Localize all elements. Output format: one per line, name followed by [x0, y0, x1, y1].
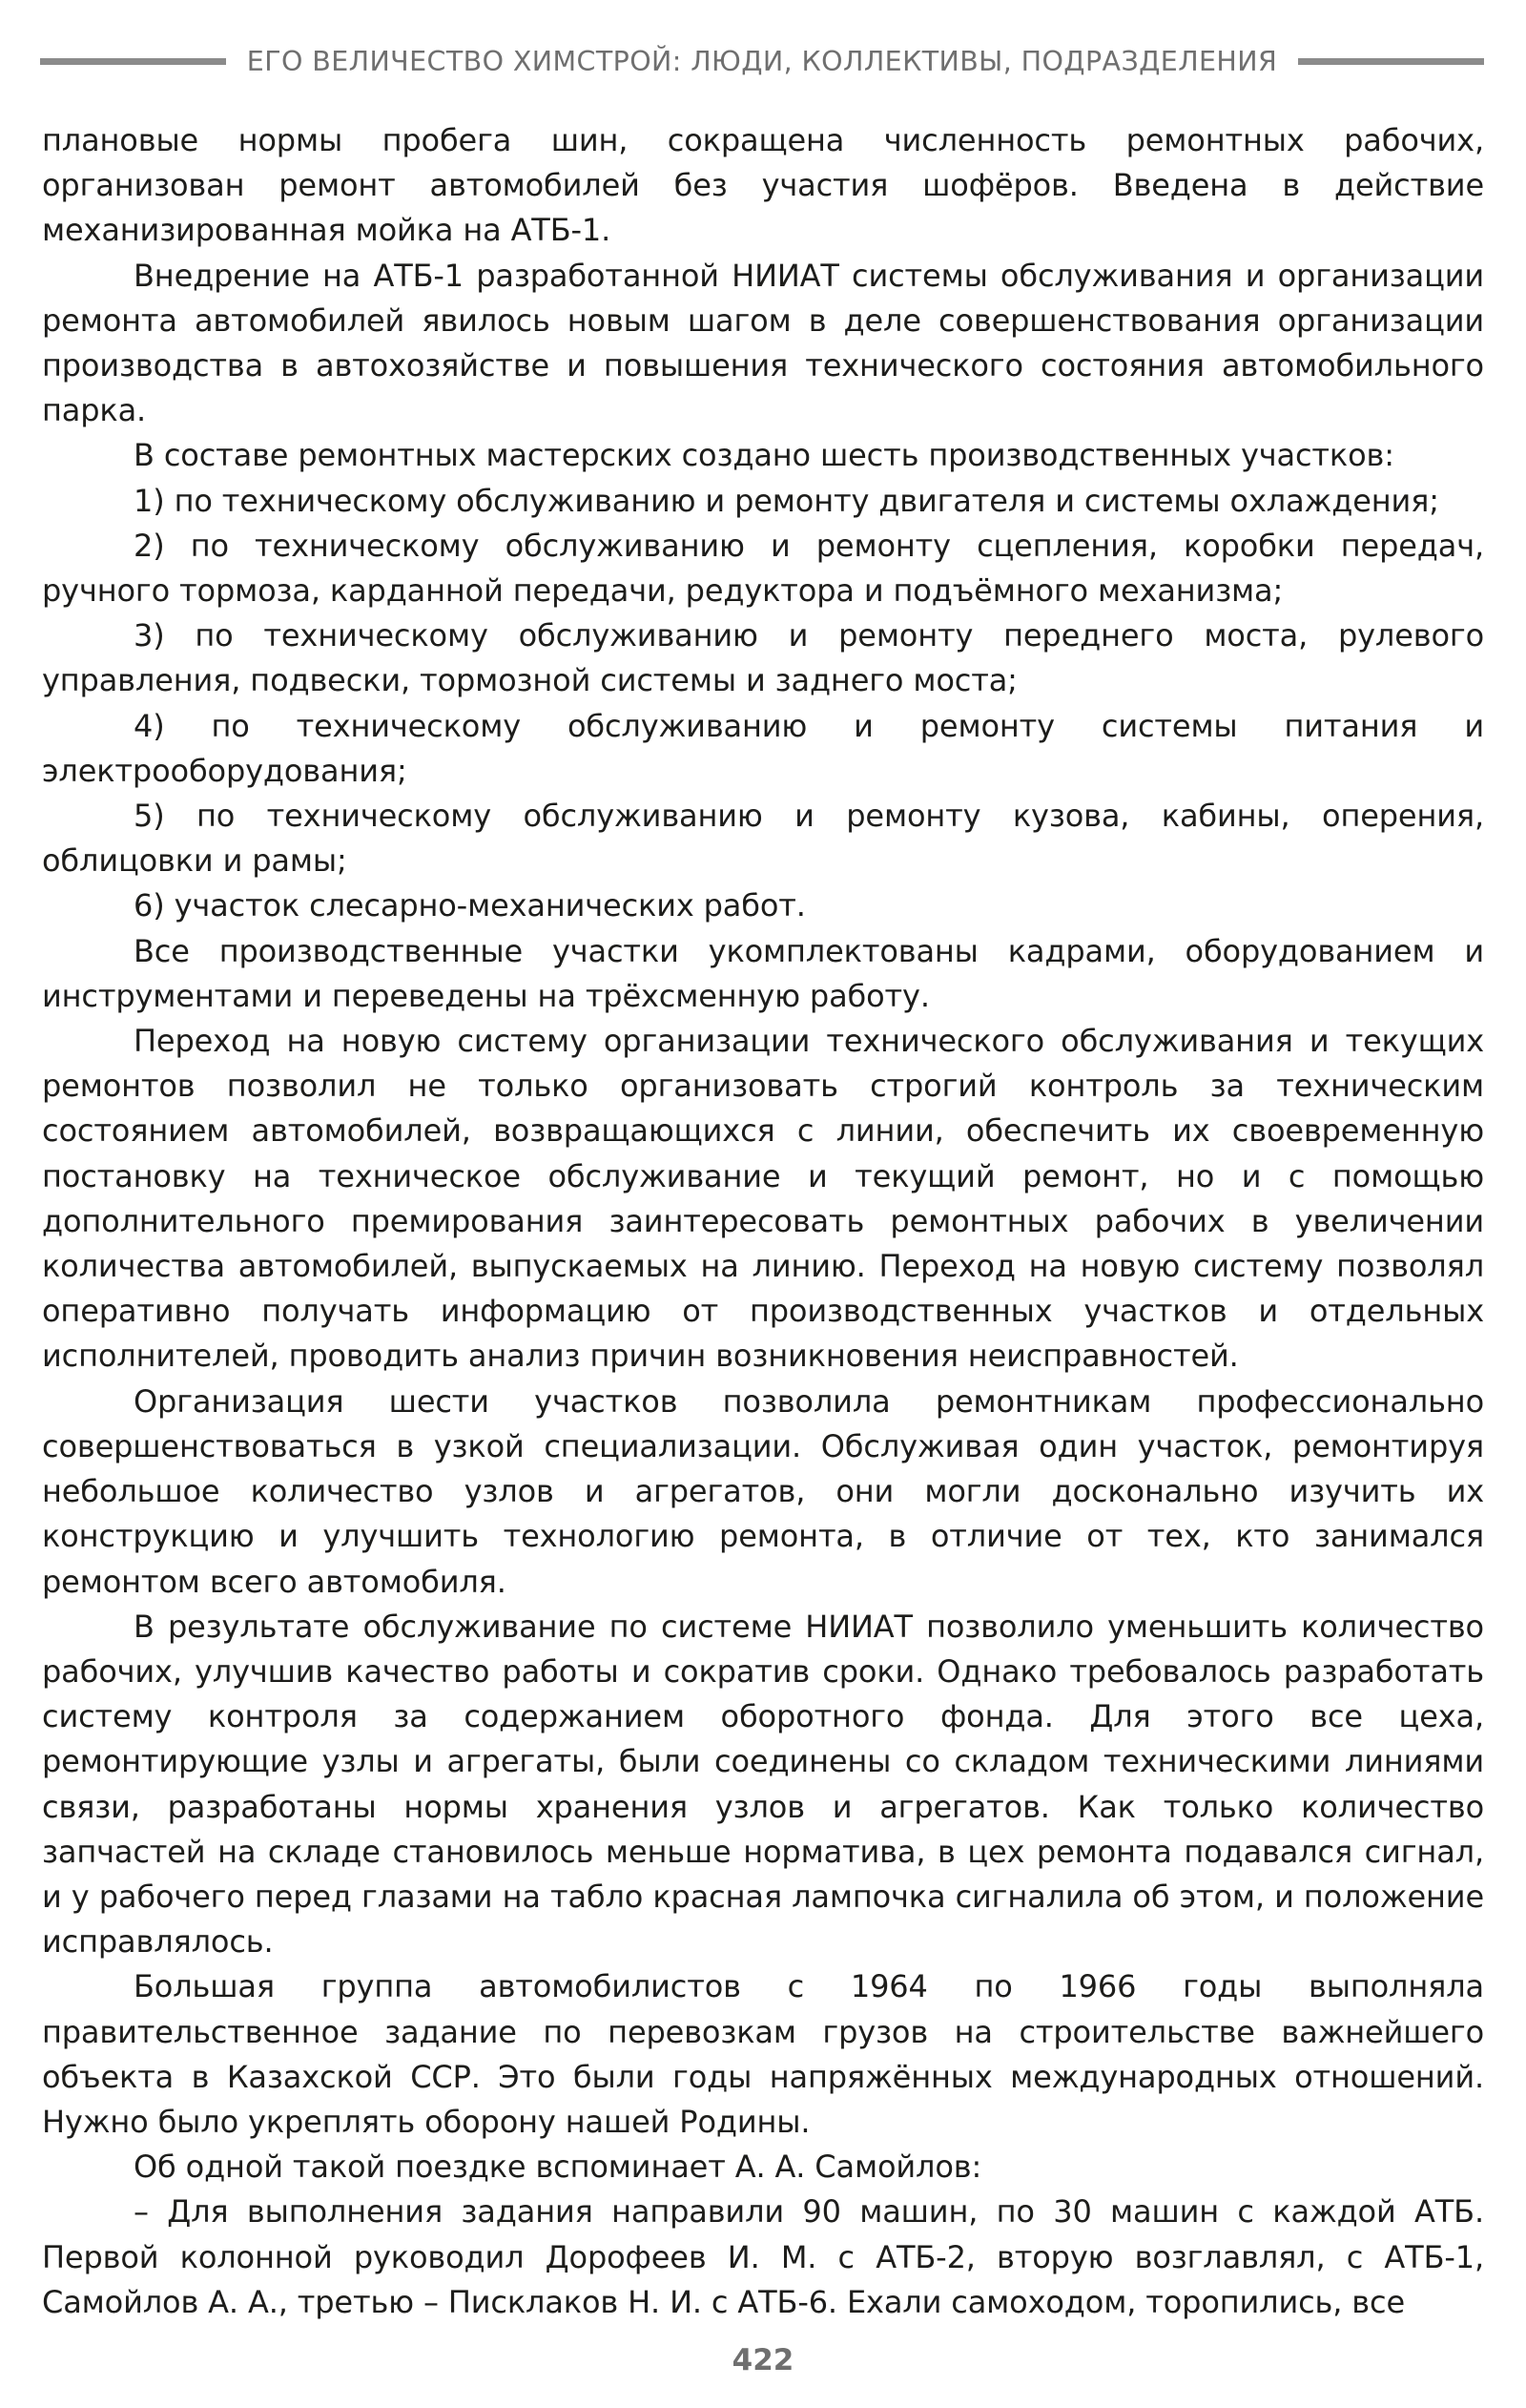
paragraph: Все производственные участки укомплектованы кадрами, оборудованием и инструментами и переведены на трёхсменную работу.	[42, 932, 1484, 1014]
paragraph: Переход на новую систему организации технического обслуживания и текущих ремонтов позволил не только организовать строгий контроль за техническим состоянием автомобилей, возвращающихся с линии, обеспечить их своевременную постановку на техническое обслуживание и текущий ремонт, но и с помощью дополнительного премирования заинтересовать ремонтных рабочих в увеличении количества автомобилей, выпускаемых на линию. Переход на новую систему позволял оперативно получать информацию от производственных участков и отдельных исполнителей, проводить анализ причин возникновения неисправностей.	[42, 1023, 1484, 1375]
page-number: 422	[732, 2343, 794, 2377]
paragraph: Организация шести участков позволила ремонтникам профессионально совершенствоваться в узкой специализации. Обслуживая один участок, ремонтируя небольшое количество узлов и агрегатов, они могли досконально изучить их конструкцию и улучшить технологию ремонта, в отличие от тех, кто занимался ремонтом всего автомобиля.	[42, 1382, 1484, 1600]
paragraph: Об одной такой поездке вспоминает А. А. Самойлов:	[134, 2149, 982, 2186]
list-item: 4) по техническому обслуживанию и ремонту системы питания и электрооборудования;	[42, 707, 1484, 789]
paragraph: Внедрение на АТБ-1 разработанной НИИАТ системы обслуживания и организации ремонта автомобилей явилось новым шагом в деле совершенствования организации производства в автохозяйстве и повышения технического состояния автомобильного парка.	[42, 257, 1484, 429]
header-rule-left	[40, 58, 226, 65]
header-rule-right	[1298, 58, 1484, 65]
list-item: 6) участок слесарно-механических работ.	[134, 887, 806, 924]
paragraph: – Для выполнения задания направили 90 машин, по 30 машин с каждой АТБ. Первой колонной руководил Дорофеев И. М. с АТБ-2, вторую возглавлял, с АТБ-1, Самойлов А. А., третью – Писклаков Н. И. с АТБ-6. Ехали самоходом, торопились, все	[42, 2193, 1484, 2320]
body-text	[42, 118, 1484, 2325]
list-item: 5) по техническому обслуживанию и ремонту кузова, кабины, оперения, облицовки и рамы;	[42, 798, 1484, 880]
list-item: 3) по техническому обслуживанию и ремонту переднего моста, рулевого управления, подвески, тормозной системы и заднего моста;	[42, 617, 1484, 699]
paragraph: В составе ремонтных мастерских создано шесть производственных участков:	[134, 437, 1394, 474]
paragraph: плановые нормы пробега шин, сокращена численность ремонтных рабочих, организован ремонт автомобилей без участия шофёров. Введена в действие механизированная мойка на АТБ-1.	[42, 122, 1484, 249]
paragraph: Большая группа автомобилистов с 1964 по 1966 годы выполняла правительственное задание по перевозкам грузов на строительстве важнейшего объекта в Казахской ССР. Это были годы напряжённых международных отношений. Нужно было укреплять оборону нашей Родины.	[42, 1968, 1484, 2140]
list-item: 1) по техническому обслуживанию и ремонту двигателя и системы охлаждения;	[134, 482, 1439, 519]
list-item: 2) по техническому обслуживанию и ремонту сцепления, коробки передач, ручного тормоза, карданной передачи, редуктора и подъёмного механизма;	[42, 527, 1484, 610]
paragraph: В результате обслуживание по системе НИИАТ позволило уменьшить количество рабочих, улучшив качество работы и сократив сроки. Однако требовалось разработать систему контроля за содержанием оборотного фонда. Для этого все цеха, ремонтирующие узлы и агрегаты, были соединены со складом техническими линиями связи, разработаны нормы хранения узлов и агрегатов. Как только количество запчастей на складе становилось меньше норматива, в цех ремонта подавался сигнал, и у рабочего перед глазами на табло красная лампочка сигналила об этом, и положение исправлялось.	[42, 1608, 1484, 1961]
running-header	[40, 42, 1484, 80]
running-header-title: ЕГО ВЕЛИЧЕСТВО ХИМСТРОЙ: ЛЮДИ, КОЛЛЕКТИВЫ, ПОДРАЗДЕЛЕНИЯ	[246, 45, 1278, 77]
